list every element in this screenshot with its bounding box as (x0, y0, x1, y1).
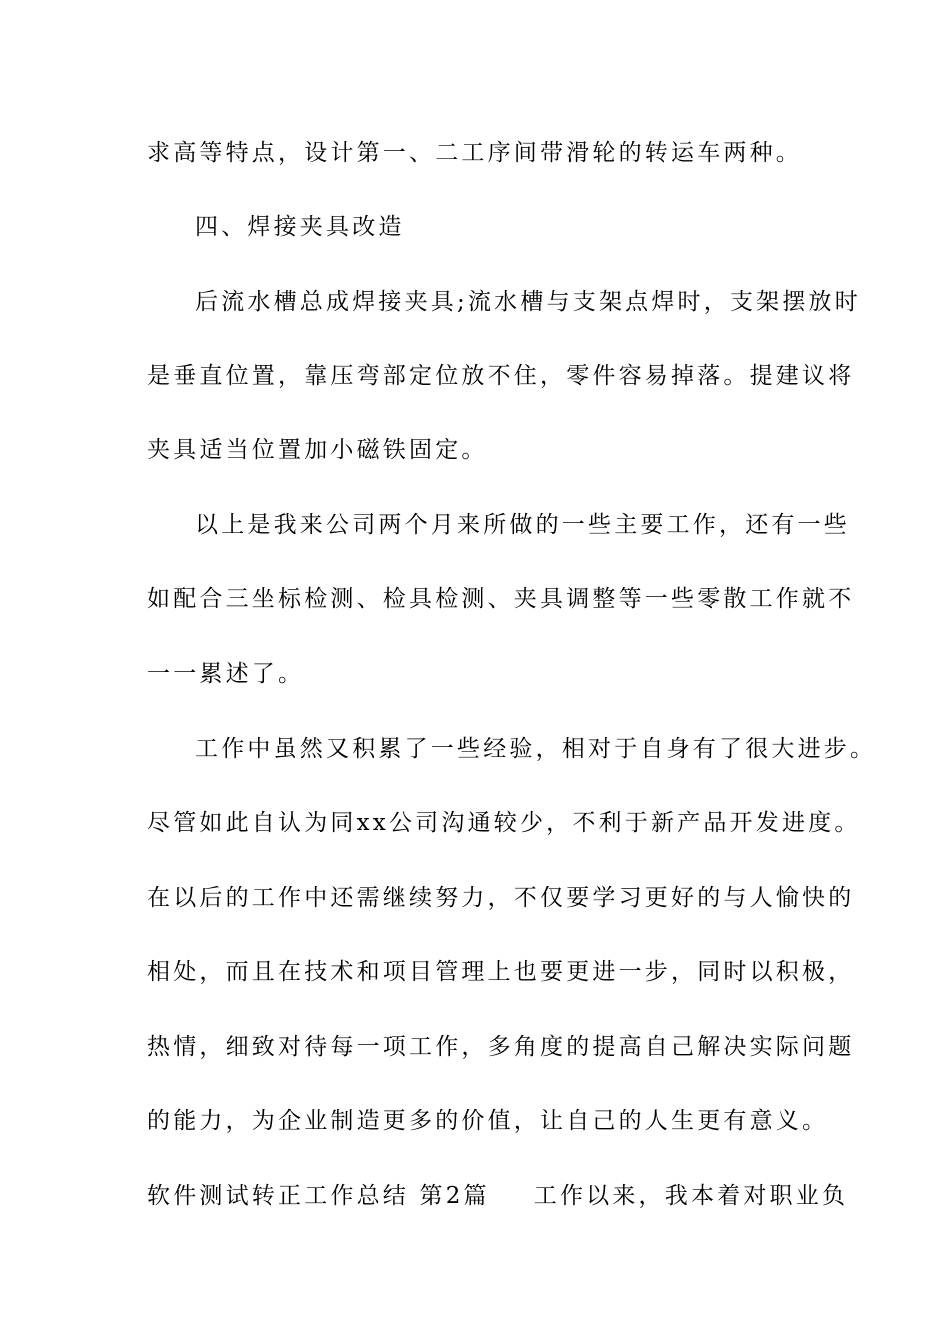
paragraph-line: 工作中虽然又积累了一些经验，相对于自身有了很大进步。 (195, 736, 877, 762)
paragraph-line: 夹具适当位置加小磁铁固定。 (147, 437, 488, 463)
paragraph-line: 在以后的工作中还需继续努力，不仅要学习更好的与人愉快的 (147, 885, 855, 911)
paragraph-line: 一一累述了。 (147, 661, 305, 687)
paragraph-line: 是垂直位置，靠压弯部定位放不住，零件容易掉落。提建议将 (147, 363, 855, 389)
paragraph-start: 工作以来，我本着对职业负 (533, 1183, 849, 1209)
paragraph-line: 尽管如此自认为同xx公司沟通较少，不利于新产品开发进度。 (147, 810, 861, 836)
paragraph-line: 相处，而且在技术和项目管理上也要更进一步，同时以积极， (147, 959, 855, 985)
paragraph-line: 以上是我来公司两个月来所做的一些主要工作，还有一些 (195, 512, 850, 538)
article-heading: 软件测试转正工作总结 第2篇 (147, 1183, 490, 1209)
paragraph-line: 如配合三坐标检测、检具检测、夹具调整等一些零散工作就不 (147, 586, 855, 612)
paragraph-line: 后流水槽总成焊接夹具;流水槽与支架点焊时，支架摆放时 (195, 289, 861, 315)
article-heading-line (147, 1181, 848, 1211)
section-heading: 四、焊接夹具改造 (195, 214, 405, 240)
paragraph-line: 求高等特点，设计第一、二工序间带滑轮的转运车两种。 (147, 140, 802, 166)
paragraph-line: 热情，细致对待每一项工作，多角度的提高自己解决实际问题 (147, 1034, 855, 1060)
paragraph-line: 的能力，为企业制造更多的价值，让自己的人生更有意义。 (147, 1108, 829, 1134)
